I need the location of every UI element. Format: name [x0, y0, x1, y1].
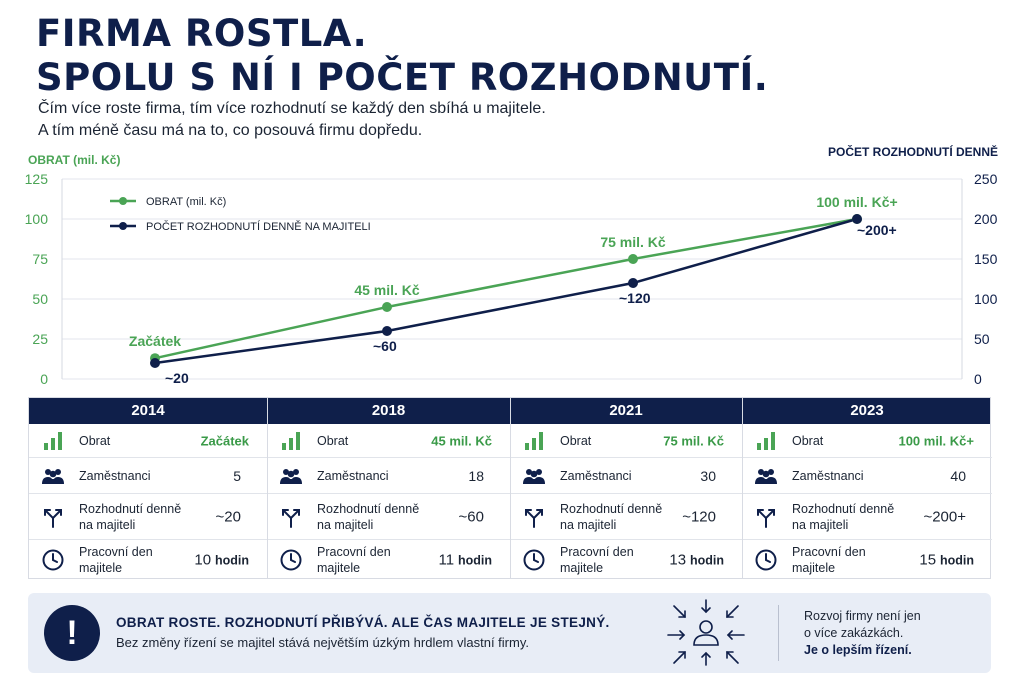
year-column — [29, 398, 267, 578]
conclusion-line-2: o více zakázkách. — [804, 626, 904, 640]
data-point-rozhodnuti — [150, 358, 160, 368]
row-label — [560, 501, 690, 533]
summary-banner — [28, 593, 991, 673]
row-label — [79, 544, 212, 576]
row-label: Zaměstnanci — [560, 468, 632, 483]
row-pracovni-den — [742, 540, 992, 580]
row-label: Obrat — [317, 433, 349, 448]
row-zamestnanci — [267, 458, 510, 494]
split-arrow-icon — [754, 505, 778, 529]
clock-icon — [522, 548, 546, 572]
hours-unit: hodin — [214, 553, 249, 568]
label-line-2: na majiteli — [79, 517, 136, 532]
row-pracovni-den — [29, 540, 267, 580]
column-divider — [267, 398, 268, 578]
split-arrow-icon — [522, 505, 546, 529]
data-label-rozhodnuti: ~60 — [373, 338, 397, 354]
row-pracovni-den — [267, 540, 510, 580]
left-tick-label: 50 — [32, 291, 48, 307]
hours-unit: hodin — [689, 553, 724, 568]
label-line-1: Pracovní den — [317, 545, 391, 559]
alert-icon: ! — [44, 605, 100, 661]
hours-unit: hodin — [939, 553, 974, 568]
row-obrat — [267, 424, 510, 458]
conclusion-line-3: Je o lepším řízení. — [804, 643, 912, 657]
row-zamestnanci — [510, 458, 742, 494]
right-tick-label: 100 — [974, 291, 998, 307]
label-line-1: Rozhodnutí denně — [560, 501, 663, 516]
clock-icon — [279, 548, 303, 572]
row-rozhodnuti — [742, 494, 992, 540]
right-tick-label: 50 — [974, 331, 990, 347]
conclusion-line-1: Rozvoj firmy není jen — [804, 609, 921, 623]
year-header: 2014 — [131, 402, 165, 419]
bar-chart-icon — [522, 429, 546, 453]
series-line-rozhodnuti — [155, 219, 857, 363]
hours-unit: hodin — [457, 553, 492, 568]
row-value-pracovni-den — [439, 552, 492, 569]
row-label: Obrat — [560, 433, 592, 448]
right-axis-title: POČET ROZHODNUTÍ DENNĚ — [827, 145, 998, 159]
row-value-pracovni-den — [194, 552, 249, 569]
label-line-2: majitele — [317, 561, 361, 575]
row-value-obrat: 100 mil. Kč+ — [898, 433, 974, 448]
clock-icon — [754, 548, 778, 572]
row-zamestnanci — [742, 458, 992, 494]
people-icon — [41, 464, 65, 488]
hours-number: 13 — [669, 551, 687, 569]
row-label: Zaměstnanci — [792, 468, 864, 483]
legend-marker-rozhodnuti — [119, 222, 127, 230]
split-arrow-icon — [279, 505, 303, 529]
split-arrow-icon — [41, 505, 65, 529]
legend-label-rozhodnuti: POČET ROZHODNUTÍ DENNĚ NA MAJITELI — [146, 221, 371, 233]
left-axis-title: OBRAT (mil. Kč) — [28, 153, 121, 167]
row-value-zamestnanci: 30 — [700, 467, 716, 484]
people-icon — [754, 464, 778, 488]
data-label-obrat: Začátek — [128, 333, 182, 350]
row-value-rozhodnuti: ~120 — [682, 508, 716, 525]
title-line-2: SPOLU S NÍ I POČET ROZHODNUTÍ. — [36, 56, 769, 99]
label-line-2: majitele — [792, 561, 836, 575]
label-line-2: majitele — [79, 561, 123, 575]
row-value-zamestnanci: 5 — [233, 467, 241, 484]
label-line-2: na majiteli — [560, 517, 617, 532]
row-value-pracovni-den — [669, 552, 724, 569]
label-line-1: Rozhodnutí denně — [792, 501, 895, 516]
hours-number: 15 — [919, 551, 937, 569]
row-obrat — [29, 424, 267, 458]
row-label: Zaměstnanci — [79, 468, 151, 483]
year-column — [510, 398, 742, 578]
column-divider — [510, 398, 511, 578]
row-label — [317, 544, 447, 576]
label-line-2: na majiteli — [792, 517, 849, 532]
person-pressure-icon — [664, 597, 748, 669]
row-obrat — [510, 424, 742, 458]
label-line-1: Pracovní den — [79, 545, 153, 559]
bar-chart-icon — [279, 429, 303, 453]
bar-chart-icon — [754, 429, 778, 453]
data-point-obrat — [628, 254, 638, 264]
row-pracovni-den — [510, 540, 742, 580]
hours-number: 11 — [438, 551, 455, 569]
subtitle-line-2: A tím méně času má na to, co posouvá firmu dopředu. — [38, 122, 423, 139]
row-value-rozhodnuti: ~200+ — [923, 508, 966, 525]
row-label — [792, 501, 922, 533]
data-point-obrat — [382, 302, 392, 312]
row-label — [317, 501, 447, 533]
data-label-rozhodnuti: ~20 — [165, 370, 189, 386]
label-line-2: na majiteli — [317, 517, 374, 532]
row-value-obrat: Začátek — [200, 433, 249, 448]
year-column — [267, 398, 510, 578]
row-value-pracovni-den — [919, 552, 974, 569]
data-label-rozhodnuti: ~120 — [619, 290, 651, 306]
row-obrat — [742, 424, 992, 458]
banner-divider — [778, 605, 779, 661]
series-line-obrat — [155, 219, 857, 358]
column-divider — [742, 398, 743, 578]
row-rozhodnuti — [510, 494, 742, 540]
left-tick-label: 100 — [24, 211, 48, 227]
people-icon — [279, 464, 303, 488]
row-value-zamestnanci: 40 — [950, 467, 966, 484]
row-zamestnanci — [29, 458, 267, 494]
row-value-zamestnanci: 18 — [468, 467, 484, 484]
year-header: 2023 — [850, 402, 884, 419]
data-point-rozhodnuti — [628, 278, 638, 288]
year-header: 2021 — [609, 402, 643, 419]
row-rozhodnuti — [267, 494, 510, 540]
bar-chart-icon — [41, 429, 65, 453]
row-label: Zaměstnanci — [317, 468, 389, 483]
data-label-obrat: 45 mil. Kč — [354, 282, 420, 298]
label-line-1: Pracovní den — [792, 545, 866, 559]
data-label-obrat: 100 mil. Kč+ — [816, 194, 898, 210]
banner-title: OBRAT ROSTE. ROZHODNUTÍ PŘIBÝVÁ. ALE ČAS MAJITELE JE STEJNÝ. — [116, 615, 610, 630]
label-line-1: Rozhodnutí denně — [317, 501, 420, 516]
left-tick-label: 75 — [32, 251, 48, 267]
subtitle-line-1: Čím více roste firma, tím více rozhodnutí se každý den sbíhá u majitele. — [38, 100, 546, 117]
right-tick-label: 150 — [974, 251, 998, 267]
right-tick-label: 250 — [974, 171, 998, 187]
row-value-obrat: 45 mil. Kč — [431, 433, 492, 448]
label-line-1: Pracovní den — [560, 545, 634, 559]
banner-conclusion — [804, 608, 921, 659]
page-subtitle — [38, 98, 546, 142]
data-point-rozhodnuti — [382, 326, 392, 336]
row-label — [792, 544, 922, 576]
year-header: 2018 — [371, 402, 406, 419]
year-column — [742, 398, 992, 578]
row-value-rozhodnuti: ~60 — [458, 508, 484, 525]
row-rozhodnuti — [29, 494, 267, 540]
row-label — [79, 501, 209, 533]
people-icon — [522, 464, 546, 488]
legend-marker-obrat — [119, 197, 127, 205]
row-label: Obrat — [792, 433, 824, 448]
page-title — [36, 12, 768, 100]
label-line-2: majitele — [560, 561, 604, 575]
left-tick-label: 0 — [40, 371, 48, 387]
banner-text: Bez změny řízení se majitel stává největším úzkým hrdlem vlastní firmy. — [116, 635, 529, 650]
right-tick-label: 0 — [974, 371, 982, 387]
clock-icon — [41, 548, 65, 572]
label-line-1: Rozhodnutí denně — [79, 501, 182, 516]
left-tick-label: 125 — [24, 171, 48, 187]
legend-label-obrat: OBRAT (mil. Kč) — [146, 196, 227, 208]
right-tick-label: 200 — [974, 211, 998, 227]
yearly-comparison-table — [28, 397, 991, 579]
left-tick-label: 25 — [32, 331, 48, 347]
growth-line-chart — [0, 140, 1024, 392]
title-line-1: FIRMA ROSTLA. — [36, 12, 368, 55]
row-value-rozhodnuti: ~20 — [215, 508, 241, 525]
data-label-obrat: 75 mil. Kč — [600, 234, 666, 250]
row-label: Obrat — [79, 433, 111, 448]
data-label-rozhodnuti: ~200+ — [857, 222, 897, 238]
hours-number: 10 — [194, 551, 212, 569]
row-value-obrat: 75 mil. Kč — [663, 433, 724, 448]
